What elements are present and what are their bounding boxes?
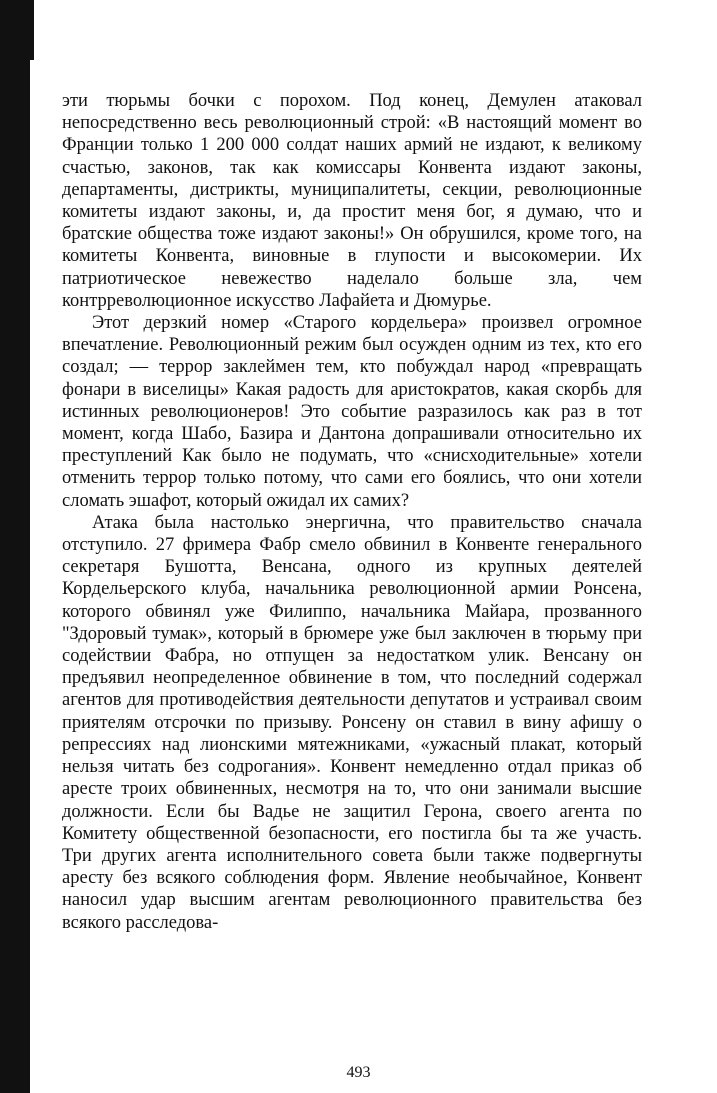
book-binding-edge <box>26 0 34 60</box>
paragraph-1: эти тюрьмы бочки с порохом. Под конец, Демулен атаковал непосредственно весь революционный строй: «В настоящий момент во Франции только 1 200 000 солдат наших армий не издают, к великому счастью, законов, так как комиссары Конвента издают законы, департаменты, дистрикты, муниципалитеты, секции, революционные комитеты издают законы, и, да простит меня бог, я думаю, что и братские общества тоже издают законы!» Он обрушился, кроме того, на комитеты Конвента, виновные в глупости и высокомерии. Их патриотическое невежество наделало больше зла, чем контрреволюционное искусство Лафайета и Дюмурье. <box>62 91 642 311</box>
paragraph-3: Атака была настолько энергична, что правительство сначала отступило. 27 фримера Фабр смело обвинил в Конвенте генерального секретаря Бушотта, Венсана, одного из крупных деятелей Кордельерского клуба, начальника революционной армии Ронсена, которого обвинял уже Филиппо, начальника Майара, прозванного "Здоровый тумак», который в брюмере уже был заключен в тюрьму при содействии Фабра, но отпущен за недостатком улик. Венсану он предъявил неопределенное обвинение в том, что последний содержал агентов для противодействия деятельности депутатов и устраивал своим приятелям отсрочки по призыву. Ронсену он ставил в вину афишу о репрессиях над лионскими мятежниками, «ужасный плакат, который нельзя читать без содрогания». Конвент немедленно отдал приказ об аресте троих обвиненных, несмотря на то, что они занимали высшие должности. Если бы Вадье не защитил Герона, своего агента по Комитету общественной безопасности, его постигла бы та же участь. Три других агента исполнительного совета были также подвергнуты аресту без всякого соблюдения форм. Явление необычайное, Конвент наносил удар высшим агентам революционного правительства без всякого расследова- <box>62 512 642 933</box>
book-binding-shadow <box>0 0 30 1093</box>
body-text <box>62 90 642 934</box>
page-number: 493 <box>346 1064 371 1081</box>
paragraph-2: Этот дерзкий номер «Старого кордельера» произвел огромное впечатление. Революционный режим был осужден одним из тех, кто его создал; — террор заклеймен тем, кто побуждал народ «превращать фонари в виселицы» Какая радость для аристократов, какая скорбь для истинных революционеров! Это событие разразилось как раз в тот момент, когда Шабо, Базира и Дантона допрашивали относительно их преступлений Как было не подумать, что «снисходительные» хотели отменить террор только потому, что сами его боялись, что они хотели сломать эшафот, который ожидал их самих? <box>62 313 642 511</box>
